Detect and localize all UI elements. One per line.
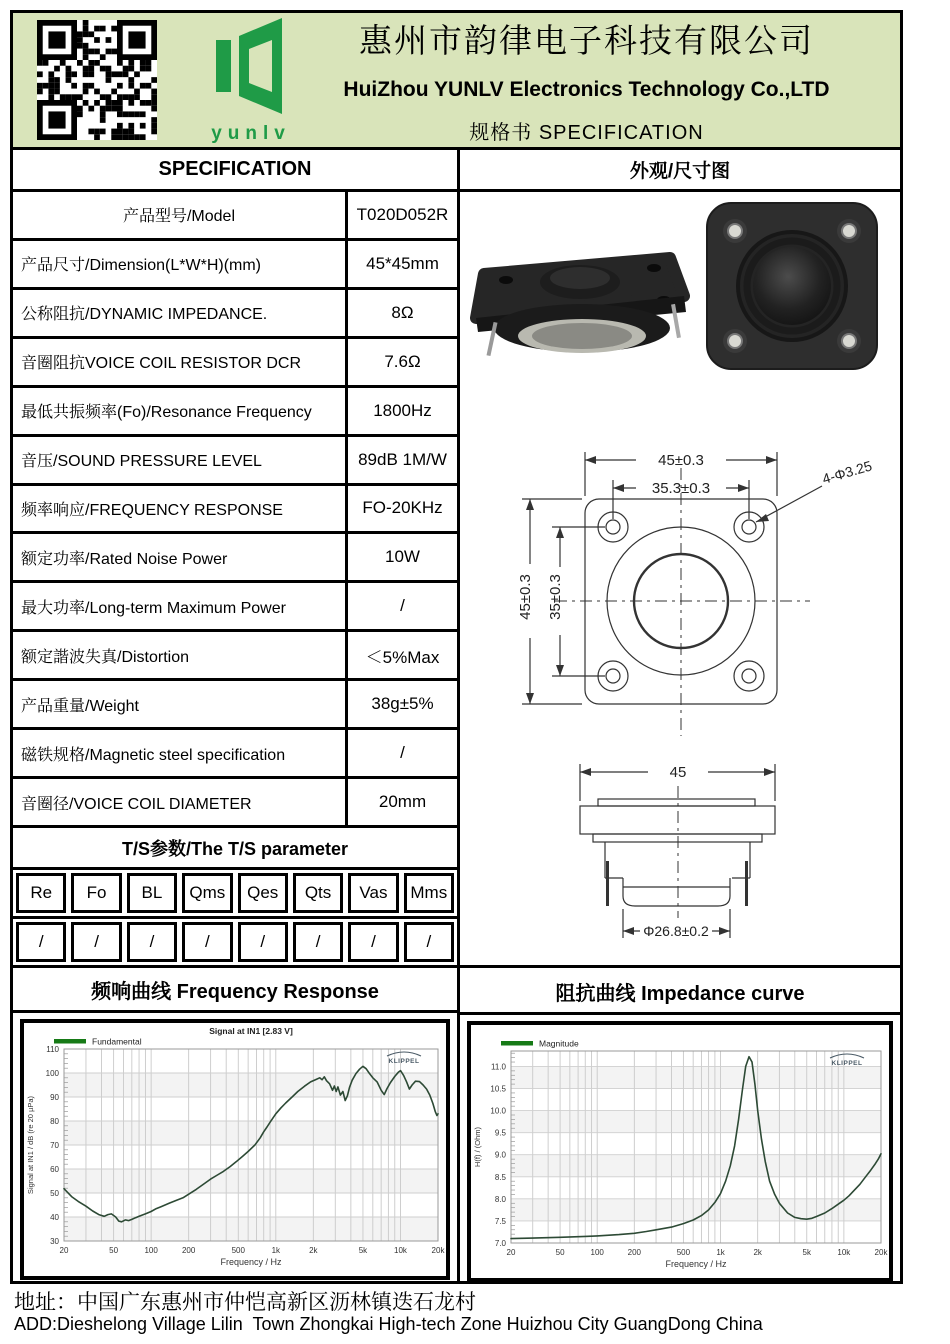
spec-row-label: 音圈阻抗VOICE COIL RESISTOR DCR — [13, 339, 348, 385]
spec-row-label: 磁铁规格/Magnetic steel specification — [13, 730, 348, 776]
dimension-drawing-side — [460, 746, 900, 961]
svg-text:1k: 1k — [271, 1246, 281, 1255]
svg-text:H(f) / (Ohm): H(f) / (Ohm) — [473, 1127, 482, 1167]
svg-text:10k: 10k — [394, 1246, 407, 1255]
spec-row-value: 45*45mm — [366, 253, 439, 273]
frequency-response-cell — [10, 1010, 460, 1284]
svg-text:100: 100 — [45, 1069, 59, 1078]
ts-value-cell: / — [348, 922, 398, 962]
svg-text:40: 40 — [50, 1213, 59, 1222]
svg-text:20k: 20k — [431, 1246, 445, 1255]
header-text-block — [303, 15, 900, 145]
svg-text:Signal at IN1 [2.83 V]: Signal at IN1 [2.83 V] — [209, 1026, 293, 1036]
svg-text:90: 90 — [50, 1093, 59, 1102]
spec-row-value: 10W — [385, 547, 420, 567]
spec-row — [13, 192, 457, 238]
frequency-response-title: 频响曲线 Frequency Response — [10, 965, 460, 1013]
svg-text:KLIPPEL: KLIPPEL — [388, 1058, 420, 1065]
spec-row-value: FO-20KHz — [362, 498, 443, 518]
spec-row-value: T020D052R — [356, 204, 449, 224]
ts-header-row — [10, 867, 460, 919]
svg-text:50: 50 — [50, 1189, 59, 1198]
spec-row — [13, 580, 457, 629]
ts-value-cell: / — [238, 922, 288, 962]
spec-row-label: 额定諧波失真/Distortion — [13, 632, 348, 678]
svg-text:Fundamental: Fundamental — [92, 1036, 142, 1047]
spec-row — [13, 385, 457, 434]
frequency-response-chart-frame — [20, 1019, 450, 1280]
spec-row — [13, 776, 457, 825]
spec-row-value: 7.6Ω — [384, 351, 421, 371]
svg-text:Signal at IN1 / dB (re 20 µPa): Signal at IN1 / dB (re 20 µPa) — [26, 1095, 35, 1195]
svg-text:100: 100 — [144, 1246, 158, 1255]
ts-header-cell: Qts — [293, 873, 343, 913]
svg-text:35±0.3: 35±0.3 — [547, 574, 564, 620]
svg-text:20k: 20k — [874, 1248, 888, 1257]
spec-row-value: 38g±5% — [371, 694, 434, 714]
svg-text:200: 200 — [181, 1246, 196, 1255]
spec-row — [13, 434, 457, 483]
spec-row-label: 音圈径/VOICE COIL DIAMETER — [13, 779, 348, 825]
svg-text:Frequency / Hz: Frequency / Hz — [665, 1259, 727, 1269]
svg-text:100: 100 — [590, 1248, 604, 1257]
svg-text:11.0: 11.0 — [491, 1062, 506, 1072]
svg-text:KLIPPEL: KLIPPEL — [831, 1060, 863, 1067]
svg-text:30: 30 — [50, 1237, 59, 1246]
product-photo-front — [704, 200, 880, 372]
ts-header-cell: Re — [16, 873, 66, 913]
ts-value-cell: / — [127, 922, 177, 962]
svg-text:200: 200 — [627, 1248, 642, 1257]
spec-row — [13, 678, 457, 727]
svg-text:2k: 2k — [753, 1248, 762, 1257]
impedance-curve-chart — [471, 1025, 889, 1273]
svg-text:7.0: 7.0 — [494, 1239, 506, 1248]
spec-row-label: 频率响应/FREQUENCY RESPONSE — [13, 486, 348, 532]
spec-row-label: 最低共振频率(Fo)/Resonance Frequency — [13, 388, 348, 434]
spec-row-value: 1800Hz — [373, 400, 432, 420]
ts-header-cell: Qes — [238, 873, 288, 913]
spec-row-label: 额定功率/Rated Noise Power — [13, 534, 348, 580]
spec-row-label: 最大功率/Long-term Maximum Power — [13, 583, 348, 629]
ts-header-cell: Mms — [404, 873, 454, 913]
svg-text:45±0.3: 45±0.3 — [517, 574, 534, 620]
spec-row — [13, 531, 457, 580]
svg-text:8.0: 8.0 — [494, 1194, 506, 1204]
address-cn: 地址：中国广东惠州市仲恺高新区沥林镇迭石龙村 — [14, 1291, 476, 1314]
svg-text:10.0: 10.0 — [490, 1106, 506, 1116]
svg-text:Magnitude: Magnitude — [539, 1038, 579, 1049]
ts-header-cell: Fo — [71, 873, 121, 913]
spec-row-label: 产品型号/Model — [13, 192, 348, 238]
svg-text:9.0: 9.0 — [494, 1150, 506, 1160]
spec-row-label: 产品尺寸/Dimension(L*W*H)(mm) — [13, 241, 348, 287]
spec-section-title: SPECIFICATION — [10, 147, 460, 192]
svg-text:20: 20 — [506, 1248, 516, 1257]
spec-row-label: 产品重量/Weight — [13, 681, 348, 727]
ts-value-cell: / — [293, 922, 343, 962]
spec-row-value: ＜5%Max — [365, 647, 440, 667]
svg-text:10k: 10k — [837, 1248, 851, 1257]
spec-row-label: 音压/SOUND PRESSURE LEVEL — [13, 437, 348, 483]
svg-text:5k: 5k — [358, 1246, 368, 1255]
spec-row — [13, 238, 457, 287]
qr-code-image — [37, 20, 157, 140]
impedance-chart-frame — [467, 1021, 893, 1282]
ts-value-cell: / — [404, 922, 454, 962]
ts-section-title: T/S参数/The T/S parameter — [10, 825, 460, 870]
svg-text:50: 50 — [555, 1248, 565, 1257]
svg-text:10.5: 10.5 — [490, 1084, 506, 1094]
ts-header-cell: Vas — [348, 873, 398, 913]
spec-row — [13, 629, 457, 678]
product-photo-side — [468, 230, 700, 375]
svg-text:Φ26.8±0.2: Φ26.8±0.2 — [643, 923, 709, 939]
appearance-body — [457, 189, 903, 968]
svg-text:80: 80 — [50, 1117, 59, 1126]
logo-text: yunlv — [211, 122, 291, 144]
svg-text:5k: 5k — [802, 1248, 811, 1257]
svg-text:70: 70 — [50, 1141, 59, 1150]
svg-text:60: 60 — [50, 1165, 59, 1174]
spec-row-value: / — [400, 596, 405, 616]
svg-text:9.5: 9.5 — [494, 1128, 506, 1138]
spec-row-value: 20mm — [378, 792, 427, 812]
svg-text:2k: 2k — [309, 1246, 318, 1255]
spec-row-value: 89dB 1M/W — [358, 449, 447, 469]
impedance-curve-title: 阻抗曲线 Impedance curve — [457, 965, 903, 1015]
svg-text:1k: 1k — [716, 1248, 725, 1257]
dimension-drawing-front — [460, 424, 900, 746]
svg-text:45: 45 — [669, 764, 687, 781]
speaker-logo-icon — [212, 16, 290, 116]
svg-text:50: 50 — [109, 1246, 119, 1255]
address-en: ADD:Dieshelong Village Lilin Town Zhongkai High-tech Zone Huizhou City GuangDong China — [14, 1314, 763, 1334]
ts-header-cell: Qms — [182, 873, 232, 913]
ts-value-row — [10, 916, 460, 968]
svg-text:110: 110 — [46, 1045, 59, 1054]
frequency-response-chart — [24, 1023, 446, 1271]
spec-row — [13, 727, 457, 776]
ts-value-cell: / — [71, 922, 121, 962]
appearance-section-title: 外观/尺寸图 — [457, 147, 903, 192]
svg-text:Frequency / Hz: Frequency / Hz — [220, 1257, 282, 1267]
spec-row-value: 8Ω — [391, 302, 414, 322]
spec-table — [10, 189, 460, 828]
company-name-en: HuiZhou YUNLV Electronics Technology Co.,LTD — [343, 78, 830, 101]
svg-text:500: 500 — [676, 1248, 691, 1257]
spec-row-label: 公称阻抗/DYNAMIC IMPEDANCE. — [13, 290, 348, 336]
company-logo — [199, 16, 303, 145]
svg-text:500: 500 — [231, 1246, 245, 1255]
spec-row-value: / — [400, 743, 405, 763]
svg-text:8.5: 8.5 — [494, 1172, 506, 1182]
spec-row — [13, 287, 457, 336]
impedance-curve-cell — [457, 1012, 903, 1284]
company-name-cn: 惠州市韵律电子科技有限公司 — [359, 22, 814, 59]
ts-value-cell: / — [16, 922, 66, 962]
svg-text:4-Φ3.25: 4-Φ3.25 — [820, 457, 874, 487]
svg-text:20: 20 — [59, 1246, 69, 1255]
svg-text:7.5: 7.5 — [494, 1216, 506, 1226]
document-type: 规格书 SPECIFICATION — [469, 122, 704, 144]
ts-header-cell: BL — [127, 873, 177, 913]
svg-text:45±0.3: 45±0.3 — [658, 452, 704, 469]
qr-code — [37, 20, 157, 140]
spec-row — [13, 336, 457, 385]
ts-value-cell: / — [182, 922, 232, 962]
svg-text:35.3±0.3: 35.3±0.3 — [651, 480, 711, 497]
spec-row — [13, 483, 457, 532]
header — [10, 10, 903, 150]
